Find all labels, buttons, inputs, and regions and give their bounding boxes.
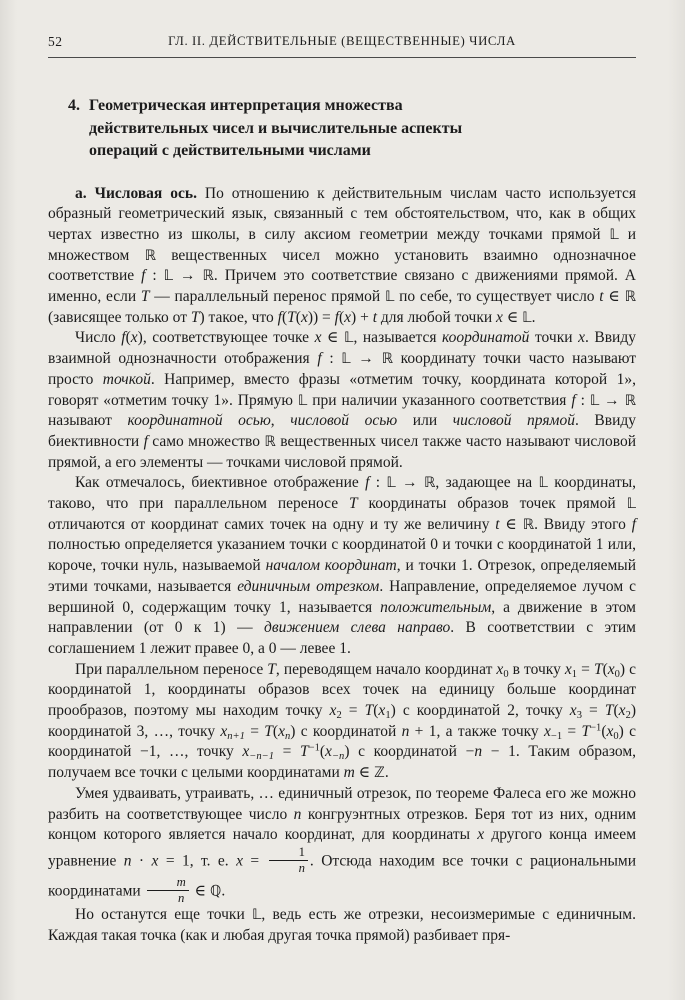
paragraph-coordinate: Число f(x), соответствующее точке x ∈ 𝕃, называется координатой точки x. Ввиду взаимной однозначности отображения f : 𝕃 → ℝ координату точки часто называют просто точкой. Например, вместо фразы «отметим точку, координата которой 1», говорят «отметим точку 1». Прямую 𝕃 при наличии указанного соответствия f : 𝕃 → ℝ называют координатной осью, числовой осью или числовой прямой. Ввиду биективности f само множество ℝ вещественных чисел также часто называют числовой прямой, а его элементы — точками числовой прямой. — [48, 329, 637, 471]
body-text — [48, 184, 636, 947]
paragraph-numeric-axis: а. Числовая ось. По отношению к действительным числам часто используется образный геометрический язык, связанный с тем обстоятельством, что, как в общих чертах известно из школы, в силу аксиом геометрии между точками прямой 𝕃 и множеством ℝ вещественных чисел можно установить взаимно однозначное соответствие f : 𝕃 → ℝ. Причем это соответствие связано с движениями прямой. А именно, если T — параллельный перенос прямой 𝕃 по себе, то существует число t ∈ ℝ (зависящее только от T) такое, что f(T(x)) = f(x) + t для любой точки x ∈ 𝕃. — [48, 184, 637, 326]
header-rule — [48, 57, 636, 58]
running-head: ГЛ. II. ДЕЙСТВИТЕЛЬНЫЕ (ВЕЩЕСТВЕННЫЕ) ЧИСЛА — [168, 34, 516, 48]
paragraph-unit-segment: Как отмечалось, биективное отображение f : 𝕃 → ℝ, задающее на 𝕃 координаты, таково, что при параллельном переносе T координаты образов точек прямой 𝕃 отличаются от координат самих точек на одну и ту же величину t ∈ ℝ. Ввиду этого f полностью определяется указанием точки с координатой 0 и точки с координатой 1 или, короче, точки нуль, называемой началом координат, и точки 1. Отрезок, определяемый этими точками, называется единичным отрезком. Направление, определяемое лучом с вершиной 0, содержащим точку 1, называется положительным, а движение в этом направлении (от 0 к 1) — движением слева направо. В соответствии с этим соглашением 1 лежит правее 0, а 0 — левее 1. — [48, 474, 637, 657]
paragraph-incommensurable: Но останутся еще точки 𝕃, ведь есть же отрезки, несоизмеримые с единичным. Каждая такая точка (как и любая другая точка прямой) разбивает пря- — [48, 906, 636, 945]
page-header — [48, 34, 636, 52]
section-number: 4. — [68, 97, 80, 114]
section-heading — [68, 95, 636, 163]
page-number: 52 — [48, 34, 63, 49]
section-title: Геометрическая интерпретация множества действительных чисел и вычислительные аспекты операций с действительными числами — [89, 97, 463, 159]
paragraph-rational-points: Умея удваивать, утраивать, … единичный отрезок, по теореме Фалеса его же можно разбить на соответствующее число n конгруэнтных отрезков. Беря тот из них, одним концом которого является начало координат, для координаты x другого конца имеем уравнение n · x = 1, т. е. x = $\frac{1}{n}$ . Отсюда находим все точки с рациональными координатами $\frac{m}{n}$ ∈ ℚ. — [48, 784, 637, 905]
paragraph-integer-points: При параллельном переносе T, переводящем начало координат $x_0$ в точку $x_1 = T(x_0)$ с координатой 1, координаты образов всех точек на единицу больше координат прообразов, поэтому мы находим точку $x_2 = T(x_1)$ с координатой 2, точку $x_3 = T(x_2)$ координатой 3, …, точку $x_{n+1} = T(x_n)$ с координатой n + 1, а также точку $x_{-1} = T^{-1}(x_0)$ с координатой −1, …, точку $x_{-n-1} = T^{-1}(x_{-n})$ с координатой −n − 1. Таким образом, получаем все точки с целыми координатами m ∈ ℤ. — [48, 660, 637, 782]
